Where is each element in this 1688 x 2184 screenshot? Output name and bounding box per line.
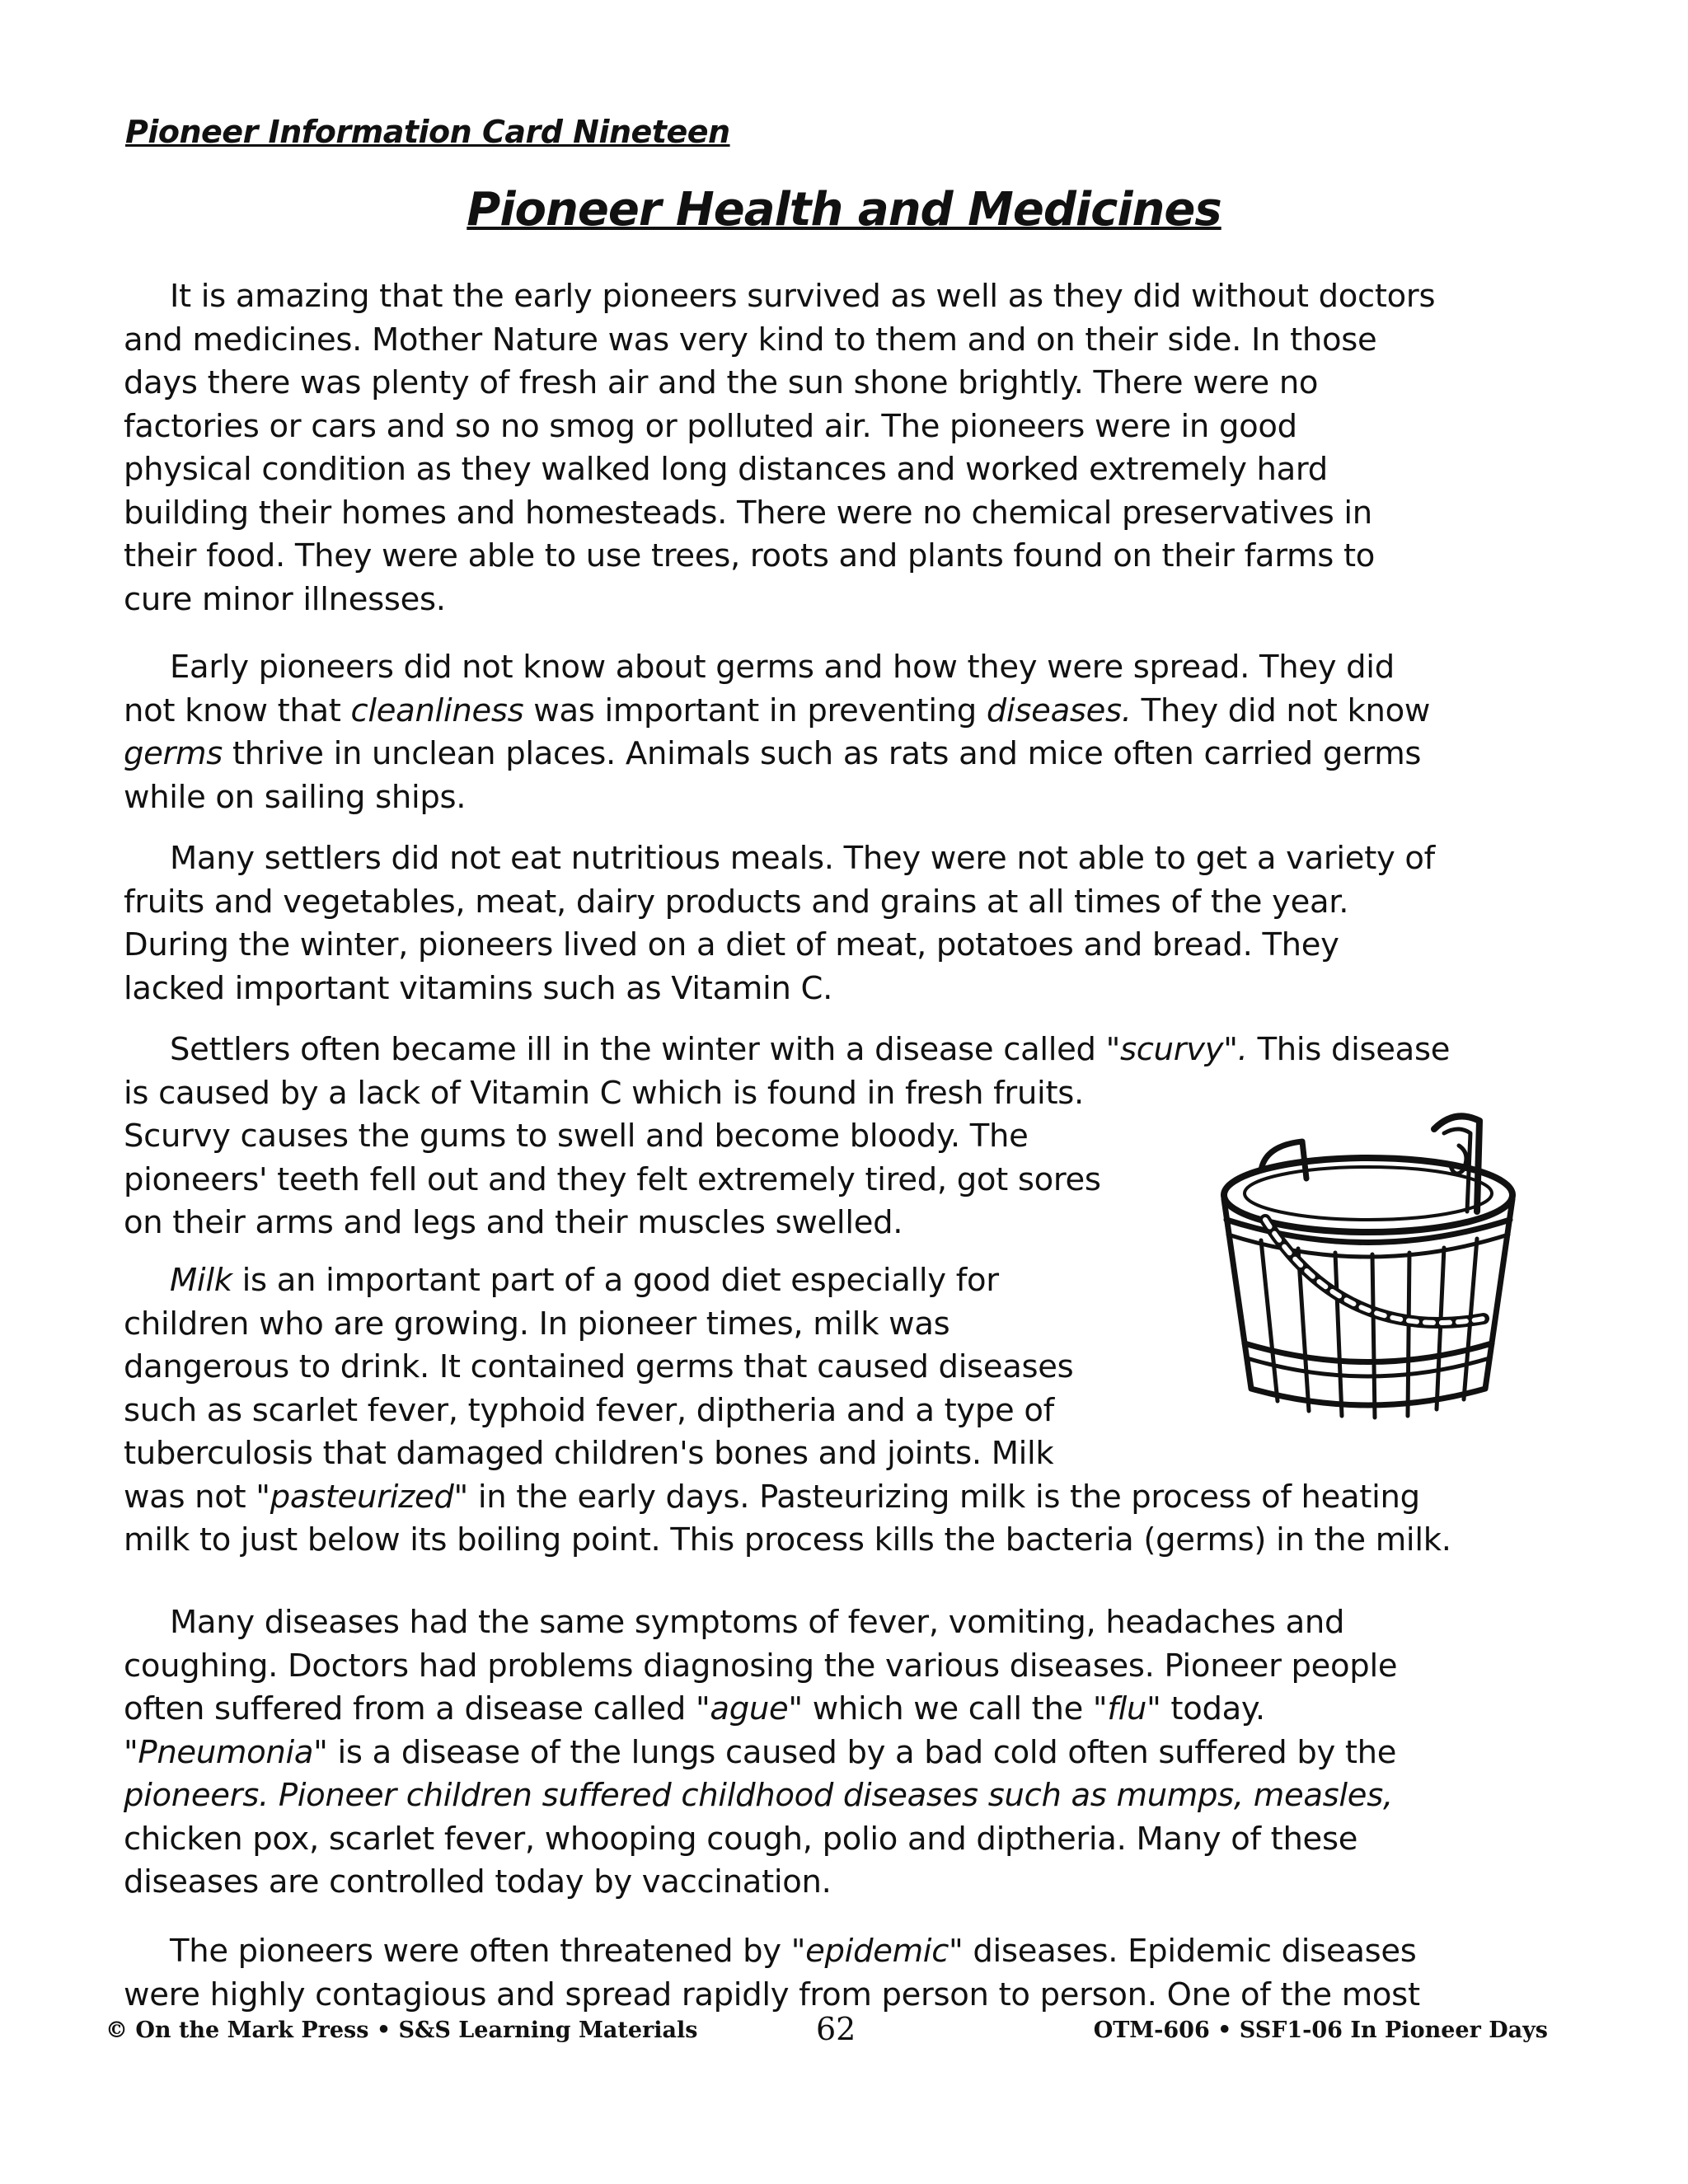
text-line: their food. They were able to use trees, roots and plants found on their farms to: [124, 537, 1375, 574]
text-line: were highly contagious and spread rapidly from person to person. One of the most: [124, 1975, 1420, 2013]
card-label: Pioneer Information Card Nineteen: [125, 114, 730, 150]
text-line: days there was plenty of fresh air and the sun shone brightly. There were no: [124, 364, 1319, 401]
text-line: and medicines. Mother Nature was very kind to them and on their side. In those: [124, 321, 1377, 359]
emphasis-term: "pasteurized": [256, 1478, 468, 1516]
text-line: lacked important vitamins such as Vitamin C.: [124, 969, 833, 1007]
text-line: Milk is an important part of a good diet especially for: [170, 1262, 999, 1299]
text-line: cure minor illnesses.: [124, 580, 446, 618]
text-line: such as scarlet fever, typhoid fever, diptheria and a type of: [124, 1391, 1054, 1429]
emphasis-term: "Pneumonia": [124, 1733, 328, 1771]
text-line: while on sailing ships.: [124, 778, 467, 816]
text-line: was not "pasteurized" in the early days. Pasteurizing milk is the process of heating: [124, 1478, 1420, 1516]
text-line: fruits and vegetables, meat, dairy products and grains at all times of the year.: [124, 883, 1349, 921]
text-line: Scurvy causes the gums to swell and become bloody. The: [124, 1118, 1029, 1155]
text-line: is caused by a lack of Vitamin C which is found in fresh fruits.: [124, 1074, 1084, 1112]
text-line: physical condition as they walked long distances and worked extremely hard: [124, 451, 1328, 488]
emphasis-term: "scurvy".: [1105, 1031, 1248, 1068]
text-line: building their homes and homesteads. There were no chemical preservatives in: [124, 494, 1372, 532]
text-line: Settlers often became ill in the winter with a disease called "scurvy". This disease: [170, 1031, 1451, 1068]
emphasis-term: "flu": [1092, 1690, 1161, 1727]
text-line: on their arms and legs and their muscles swelled.: [124, 1204, 903, 1241]
paragraph-intro: [124, 275, 1435, 621]
text-line: chicken pox, scarlet fever, whooping cough, polio and diptheria. Many of these: [124, 1820, 1358, 1858]
text-line: dangerous to drink. It contained germs that caused diseases: [124, 1348, 1074, 1385]
footer-product-code: OTM-606 • SSF1-06 In Pioneer Days: [1093, 2018, 1548, 2043]
emphasis-term: Milk: [170, 1262, 232, 1299]
text-line: The pioneers were often threatened by "epidemic" diseases. Epidemic diseases: [170, 1933, 1417, 1970]
text-line: [124, 1774, 1397, 1818]
paragraph-epidemics: [124, 1930, 1420, 2017]
paragraph-germs: [124, 646, 1430, 819]
emphasis-term: germs: [124, 735, 223, 772]
emphasis-term: diseases.: [986, 691, 1132, 729]
emphasis-term: "ague": [696, 1690, 803, 1727]
text-line: coughing. Doctors had problems diagnosing the various diseases. Pioneer people: [124, 1647, 1398, 1685]
paragraph-nutrition: [124, 837, 1435, 1010]
text-line: During the winter, pioneers lived on a diet of meat, potatoes and bread. They: [124, 926, 1339, 963]
paragraph-symptoms: [124, 1601, 1397, 1905]
wooden-bucket-icon: [1187, 1096, 1517, 1426]
emphasis-line: pioneers. Pioneer children suffered childhood diseases such as mumps, measles,: [124, 1777, 1393, 1814]
text-line: often suffered from a disease called "ague" which we call the "flu" today.: [124, 1690, 1265, 1727]
text-line: tuberculosis that damaged children's bones and joints. Milk: [124, 1435, 1054, 1472]
page-title: Pioneer Health and Medicines: [467, 183, 1221, 237]
emphasis-term: "epidemic": [790, 1933, 964, 1970]
text-line: children who are growing. In pioneer times, milk was: [124, 1305, 950, 1343]
footer-copyright: © On the Mark Press • S&S Learning Materials: [106, 2018, 698, 2043]
text-line: Many settlers did not eat nutritious meals. They were not able to get a variety of: [170, 840, 1435, 877]
text-line: Early pioneers did not know about germs and how they were spread. They did: [170, 649, 1395, 686]
text-line: Many diseases had the same symptoms of fever, vomiting, headaches and: [170, 1604, 1345, 1641]
text-line: milk to just below its boiling point. This process kills the bacteria (germs) in the milk.: [124, 1521, 1451, 1558]
text-line: not know that cleanliness was important in preventing diseases. They did not know: [124, 691, 1431, 729]
text-line: factories or cars and so no smog or polluted air. The pioneers were in good: [124, 407, 1297, 445]
emphasis-term: cleanliness: [350, 691, 524, 729]
text-line: pioneers' teeth fell out and they felt extremely tired, got sores: [124, 1160, 1101, 1198]
text-line: diseases are controlled today by vaccination.: [124, 1863, 832, 1900]
text-line: It is amazing that the early pioneers survived as well as they did without doctors: [170, 278, 1436, 315]
text-line: "Pneumonia" is a disease of the lungs caused by a bad cold often suffered by the: [124, 1733, 1397, 1771]
page-number: 62: [816, 2011, 856, 2047]
text-line: germs thrive in unclean places. Animals such as rats and mice often carried germs: [124, 735, 1422, 772]
